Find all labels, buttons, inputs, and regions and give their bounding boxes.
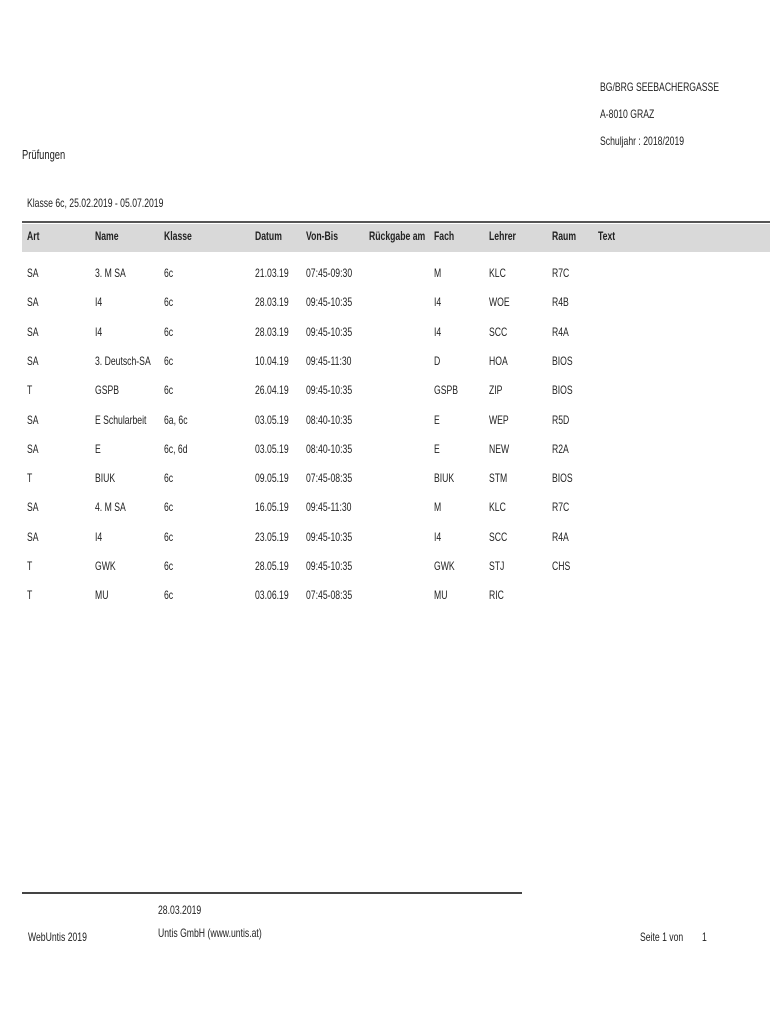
cell-lehrer: STJ xyxy=(489,559,505,573)
column-header-datum: Datum xyxy=(255,229,282,243)
cell-von-bis: 09:45-10:35 xyxy=(306,559,353,573)
column-header-text: Text xyxy=(598,229,616,243)
cell-name: I4 xyxy=(95,324,103,339)
cell-name: GWK xyxy=(95,559,116,573)
cell-datum: 03.06.19 xyxy=(255,588,289,603)
footer-page-total: 1 xyxy=(702,930,707,944)
cell-name: BIUK xyxy=(95,471,116,486)
cell-raum: R4B xyxy=(552,295,569,310)
cell-datum: 09.05.19 xyxy=(255,471,289,486)
table-row xyxy=(0,553,770,582)
cell-klasse: 6c xyxy=(164,471,174,486)
cell-art: SA xyxy=(27,295,39,310)
page-title: Prüfungen xyxy=(22,147,66,162)
table-row xyxy=(0,348,770,377)
cell-art: SA xyxy=(27,324,39,339)
cell-raum: R4A xyxy=(552,529,569,544)
cell-klasse: 6c, 6d xyxy=(164,441,188,456)
cell-fach: GSPB xyxy=(434,383,459,398)
school-year: Schuljahr : 2018/2019 xyxy=(600,134,685,148)
cell-fach: I4 xyxy=(434,529,442,544)
cell-raum: BIOS xyxy=(552,383,573,398)
cell-lehrer: RIC xyxy=(489,588,504,603)
table-top-rule xyxy=(22,221,770,223)
cell-datum: 21.03.19 xyxy=(255,266,289,280)
cell-datum: 03.05.19 xyxy=(255,441,289,456)
cell-von-bis: 09:45-10:35 xyxy=(306,383,353,398)
cell-klasse: 6c xyxy=(164,295,174,310)
cell-datum: 03.05.19 xyxy=(255,412,289,427)
cell-von-bis: 09:45-11:30 xyxy=(306,353,352,368)
cell-klasse: 6a, 6c xyxy=(164,412,188,427)
cell-fach: I4 xyxy=(434,324,442,339)
cell-raum: R2A xyxy=(552,441,569,456)
table-row xyxy=(0,582,770,611)
cell-von-bis: 09:45-10:35 xyxy=(306,529,353,544)
cell-datum: 28.03.19 xyxy=(255,295,289,310)
column-header-von-bis: Von-Bis xyxy=(306,229,339,243)
cell-von-bis: 07:45-08:35 xyxy=(306,471,353,486)
cell-lehrer: ZIP xyxy=(489,383,503,398)
cell-klasse: 6c xyxy=(164,324,174,339)
cell-klasse: 6c xyxy=(164,353,174,368)
cell-name: I4 xyxy=(95,295,103,310)
cell-datum: 26.04.19 xyxy=(255,383,289,398)
cell-art: SA xyxy=(27,500,39,515)
cell-lehrer: WEP xyxy=(489,412,509,427)
cell-lehrer: STM xyxy=(489,471,508,486)
cell-von-bis: 08:40-10:35 xyxy=(306,412,353,427)
cell-lehrer: SCC xyxy=(489,529,508,544)
table-row xyxy=(0,494,770,523)
cell-name: MU xyxy=(95,588,109,603)
cell-art: T xyxy=(27,383,33,398)
cell-fach: D xyxy=(434,353,441,368)
cell-raum: R7C xyxy=(552,500,570,515)
cell-raum: CHS xyxy=(552,559,571,573)
school-address: A-8010 GRAZ xyxy=(600,107,655,121)
cell-fach: E xyxy=(434,412,440,427)
table-row xyxy=(0,407,770,436)
school-info xyxy=(600,74,765,155)
cell-fach: BIUK xyxy=(434,471,455,486)
school-name: BG/BRG SEEBACHERGASSE xyxy=(600,80,720,94)
cell-art: T xyxy=(27,471,33,486)
table-row xyxy=(0,260,770,289)
cell-lehrer: KLC xyxy=(489,500,506,515)
table-row xyxy=(0,465,770,494)
cell-lehrer: SCC xyxy=(489,324,508,339)
cell-datum: 16.05.19 xyxy=(255,500,289,515)
column-header-fach: Fach xyxy=(434,229,455,243)
cell-von-bis: 07:45-08:35 xyxy=(306,588,353,603)
table-row xyxy=(0,289,770,318)
cell-von-bis: 07:45-09:30 xyxy=(306,266,353,280)
cell-name: I4 xyxy=(95,529,103,544)
cell-name: E xyxy=(95,441,101,456)
column-header-rueckgabe: Rückgabe am xyxy=(369,229,426,243)
footer-print-date: 28.03.2019 xyxy=(158,903,202,917)
cell-name: GSPB xyxy=(95,383,120,398)
cell-klasse: 6c xyxy=(164,588,174,603)
cell-name: 3. M SA xyxy=(95,266,126,280)
cell-von-bis: 09:45-10:35 xyxy=(306,295,353,310)
cell-datum: 23.05.19 xyxy=(255,529,289,544)
cell-von-bis: 08:40-10:35 xyxy=(306,441,353,456)
cell-raum: R5D xyxy=(552,412,570,427)
cell-art: SA xyxy=(27,353,39,368)
cell-fach: MU xyxy=(434,588,448,603)
cell-raum: R4A xyxy=(552,324,569,339)
column-header-lehrer: Lehrer xyxy=(489,229,516,243)
table-row xyxy=(0,524,770,553)
table-row xyxy=(0,319,770,348)
cell-lehrer: WOE xyxy=(489,295,510,310)
table-row xyxy=(0,436,770,465)
footer-page-label: Seite 1 von xyxy=(640,930,684,944)
footer-app-name: WebUntis 2019 xyxy=(28,930,87,944)
cell-art: SA xyxy=(27,529,39,544)
footer-rule xyxy=(22,892,522,894)
cell-lehrer: KLC xyxy=(489,266,506,280)
cell-datum: 10.04.19 xyxy=(255,353,289,368)
cell-klasse: 6c xyxy=(164,383,174,398)
column-header-art: Art xyxy=(27,229,40,243)
footer-company: Untis GmbH (www.untis.at) xyxy=(158,926,262,940)
cell-art: T xyxy=(27,559,33,573)
cell-raum: R7C xyxy=(552,266,570,280)
cell-fach: M xyxy=(434,500,442,515)
cell-lehrer: HOA xyxy=(489,353,508,368)
cell-name: E Schularbeit xyxy=(95,412,147,427)
cell-fach: M xyxy=(434,266,442,280)
column-header-name: Name xyxy=(95,229,119,243)
cell-klasse: 6c xyxy=(164,559,174,573)
cell-fach: E xyxy=(434,441,440,456)
cell-klasse: 6c xyxy=(164,500,174,515)
cell-name: 3. Deutsch-SA xyxy=(95,353,151,368)
cell-art: SA xyxy=(27,412,39,427)
cell-klasse: 6c xyxy=(164,266,174,280)
cell-datum: 28.03.19 xyxy=(255,324,289,339)
column-header-raum: Raum xyxy=(552,229,577,243)
cell-datum: 28.05.19 xyxy=(255,559,289,573)
cell-raum: BIOS xyxy=(552,353,573,368)
cell-fach: GWK xyxy=(434,559,455,573)
cell-von-bis: 09:45-10:35 xyxy=(306,324,353,339)
table-row xyxy=(0,377,770,406)
cell-von-bis: 09:45-11:30 xyxy=(306,500,352,515)
cell-art: SA xyxy=(27,266,39,280)
cell-fach: I4 xyxy=(434,295,442,310)
cell-name: 4. M SA xyxy=(95,500,126,515)
cell-art: SA xyxy=(27,441,39,456)
column-header-klasse: Klasse xyxy=(164,229,192,243)
cell-raum: BIOS xyxy=(552,471,573,486)
class-date-range: Klasse 6c, 25.02.2019 - 05.07.2019 xyxy=(27,196,164,210)
cell-art: T xyxy=(27,588,33,603)
cell-lehrer: NEW xyxy=(489,441,510,456)
cell-klasse: 6c xyxy=(164,529,174,544)
